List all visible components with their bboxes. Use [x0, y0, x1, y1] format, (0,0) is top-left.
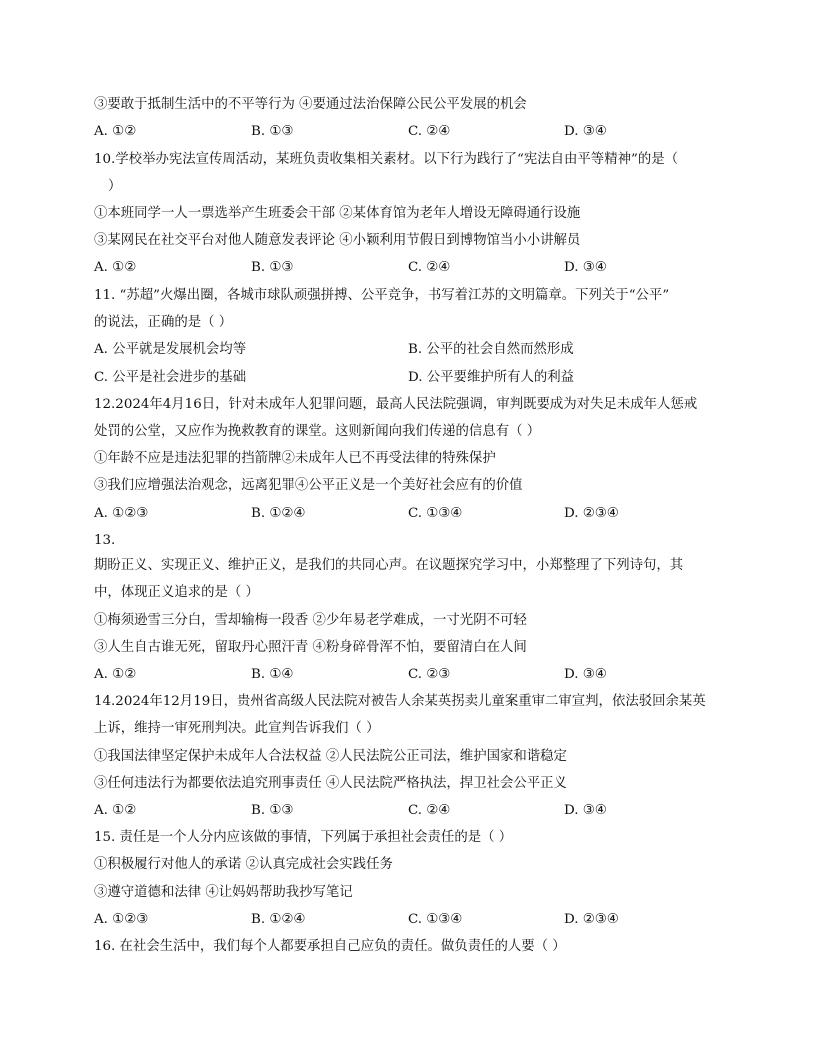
q15-option-c: C. ①③④: [408, 912, 463, 927]
q15-option-d: D. ②③④: [564, 912, 619, 927]
q11-option-a: A. 公平就是发展机会均等: [94, 342, 247, 357]
q11-option-d: D. 公平要维护所有人的利益: [408, 370, 575, 385]
q12-statement-3-4: ③我们应增强法治观念，远离犯罪④公平正义是一个美好社会应有的价值: [94, 478, 523, 493]
q12-option-d: D. ②③④: [564, 506, 619, 521]
q14-stem-line1: 14.2024年12月19日，贵州省高级人民法院对被告人余某英拐卖儿童案重审二审宣判，依法驳回余某英: [94, 694, 706, 709]
q12-stem-line1: 12.2024年4月16日，针对未成年人犯罪问题，最高人民法院强调，审判既要成为对失足未成年人惩戒: [94, 397, 698, 412]
q11-stem-line1: 11. “苏超”火爆出圈，各城市球队顽强拼搏、公平竞争，书写着江苏的文明篇章。下列关于“公平”: [94, 288, 670, 303]
q13-option-b: B. ①④: [251, 667, 294, 682]
q10-option-a: A. ①②: [94, 260, 137, 275]
q15-option-b: B. ①②④: [251, 912, 306, 927]
q16-stem-line1: 16. 在社会生活中，我们每个人都要承担自己应负的责任。做负责任的人要（ ）: [94, 939, 566, 954]
q12-statement-1-2: ①年龄不应是违法犯罪的挡箭牌②未成年人已不再受法律的特殊保护: [94, 451, 496, 466]
q15-statement-1-2: ①积极履行对他人的承诺 ②认真完成社会实践任务: [94, 857, 393, 872]
q14-option-b: B. ①③: [251, 803, 294, 818]
q9-option-d: D. ③④: [564, 124, 607, 139]
q11-option-b: B. 公平的社会自然而然形成: [408, 342, 574, 357]
q10-stem-line2: ）: [108, 179, 122, 194]
q12-option-b: B. ①②④: [251, 506, 306, 521]
q15-statement-3-4: ③遵守道德和法律 ④让妈妈帮助我抄写笔记: [94, 885, 353, 900]
q13-option-d: D. ③④: [564, 667, 607, 682]
q13-option-a: A. ①②: [94, 667, 137, 682]
q9-statement-3-4: ③要敢于抵制生活中的不平等行为 ④要通过法治保障公民公平发展的机会: [94, 97, 527, 112]
q10-stem-line1: 10.学校举办宪法宣传周活动，某班负责收集相关素材。以下行为践行了“宪法自由平等精神”的是（: [94, 152, 678, 167]
q14-option-d: D. ③④: [564, 803, 607, 818]
q10-option-c: C. ②④: [408, 260, 451, 275]
q14-stem-line2: 上诉，维持一审死刑判决。此宣判告诉我们（ ）: [94, 721, 380, 736]
q14-statement-3-4: ③任何违法行为都要依法追究刑事责任 ④人民法院严格执法，捍卫社会公平正义: [94, 776, 567, 791]
q9-option-b: B. ①③: [251, 124, 294, 139]
q13-number: 13.: [94, 533, 116, 548]
q14-option-a: A. ①②: [94, 803, 137, 818]
q10-statement-1-2: ①本班同学一人一票选举产生班委会干部 ②某体育馆为老年人增设无障碍通行设施: [94, 206, 581, 221]
q11-option-c: C. 公平是社会进步的基础: [94, 370, 247, 385]
q15-stem-line1: 15. 责任是一个人分内应该做的事情，下列属于承担社会责任的是（ ）: [94, 830, 513, 845]
q14-option-c: C. ②④: [408, 803, 451, 818]
q13-stem-line1: 期盼正义、实现正义、维护正义，是我们的共同心声。在议题探究学习中，小郑整理了下列诗句，其: [94, 558, 684, 573]
q10-option-d: D. ③④: [564, 260, 607, 275]
q13-statement-1-2: ①梅须逊雪三分白，雪却输梅一段香 ②少年易老学难成，一寸光阴不可轻: [94, 613, 527, 628]
q11-stem-line2: 的说法，正确的是（ ）: [94, 315, 233, 330]
q12-option-c: C. ①③④: [408, 506, 463, 521]
q10-option-b: B. ①③: [251, 260, 294, 275]
q12-option-a: A. ①②③: [94, 506, 149, 521]
q12-stem-line2: 处罚的公堂，又应作为挽救教育的课堂。这则新闻向我们传递的信息有（ ）: [94, 424, 541, 439]
q10-statement-3-4: ③某网民在社交平台对他人随意发表评论 ④小颖利用节假日到博物馆当小小讲解员: [94, 233, 581, 248]
q13-statement-3-4: ③人生自古谁无死，留取丹心照汗青 ④粉身碎骨浑不怕，要留清白在人间: [94, 640, 527, 655]
q9-option-a: A. ①②: [94, 124, 137, 139]
q14-statement-1-2: ①我国法律坚定保护未成年人合法权益 ②人民法院公正司法，维护国家和谐稳定: [94, 749, 567, 764]
q13-stem-line2: 中，体现正义追求的是（ ）: [94, 585, 259, 600]
q15-option-a: A. ①②③: [94, 912, 149, 927]
q9-option-c: C. ②④: [408, 124, 451, 139]
q13-option-c: C. ②③: [408, 667, 451, 682]
